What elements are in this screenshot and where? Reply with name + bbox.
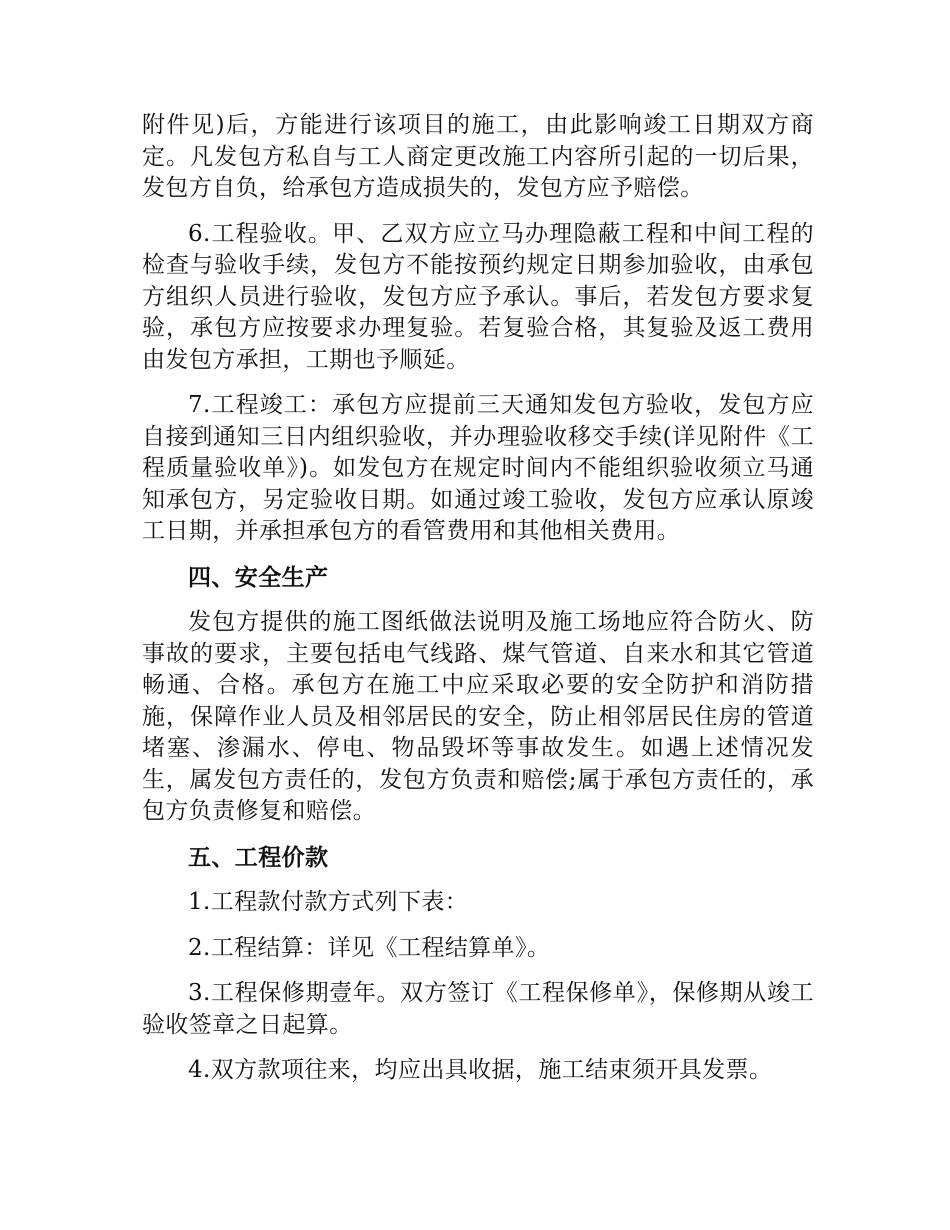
- paragraph-payment-method: 1.工程款付款方式列下表：: [188, 889, 469, 915]
- paragraph-safety: 发包方提供的施工图纸做法说明及施工场地应符合防火、防事故的要求，主要包括电气线路、煤气管道、自来水和其它管道畅通、合格。承包方在施工中应采取必要的安全防护和消防措施，保障作业人员及相邻居民的安全，防止相邻居民住房的管道堵塞、渗漏水、停电、物品毁坏等事故发生。如遇上述情况发生，属发包方责任的，发包方负责和赔偿;属于承包方责任的，承包方负责修复和赔偿。: [142, 609, 814, 824]
- paragraph-settlement: 2.工程结算：详见《工程结算单》。: [188, 934, 551, 961]
- paragraph-warranty: 3.工程保修期壹年。双方签订《工程保修单》，保修期从竣工验收签章之日起算。: [142, 980, 814, 1038]
- document-page: [142, 110, 814, 1101]
- paragraph-inspection: 6.工程验收。甲、乙双方应立马办理隐蔽工程和中间工程的检查与验收手续，发包方不能按预约规定日期参加验收，由承包方组织人员进行验收，发包方应予承认。事后，若发包方要求复验，承包方应按要求办理复验。若复验合格，其复验及返工费用由发包方承担，工期也予顺延。: [142, 220, 814, 373]
- section-heading-price: 五、工程价款: [188, 843, 329, 871]
- paragraph-attachment-note: 附件见)后，方能进行该项目的施工，由此影响竣工日期双方商定。凡发包方私自与工人商定更改施工内容所引起的一切后果，发包方自负，给承包方造成损失的，发包方应予赔偿。: [142, 112, 814, 201]
- paragraph-completion: 7.工程竣工：承包方应提前三天通知发包方验收，发包方应自接到通知三日内组织验收，并办理验收移交手续(详见附件《工程质量验收单》)。如发包方在规定时间内不能组织验收须立马通知承包方，另定验收日期。如通过竣工验收，发包方应承认原竣工日期，并承担承包方的看管费用和其他相关费用。: [142, 392, 814, 544]
- paragraph-receipts: 4.双方款项往来，均应出具收据，施工结束须开具发票。: [188, 1057, 773, 1083]
- section-heading-safety: 四、安全生产: [188, 563, 329, 591]
